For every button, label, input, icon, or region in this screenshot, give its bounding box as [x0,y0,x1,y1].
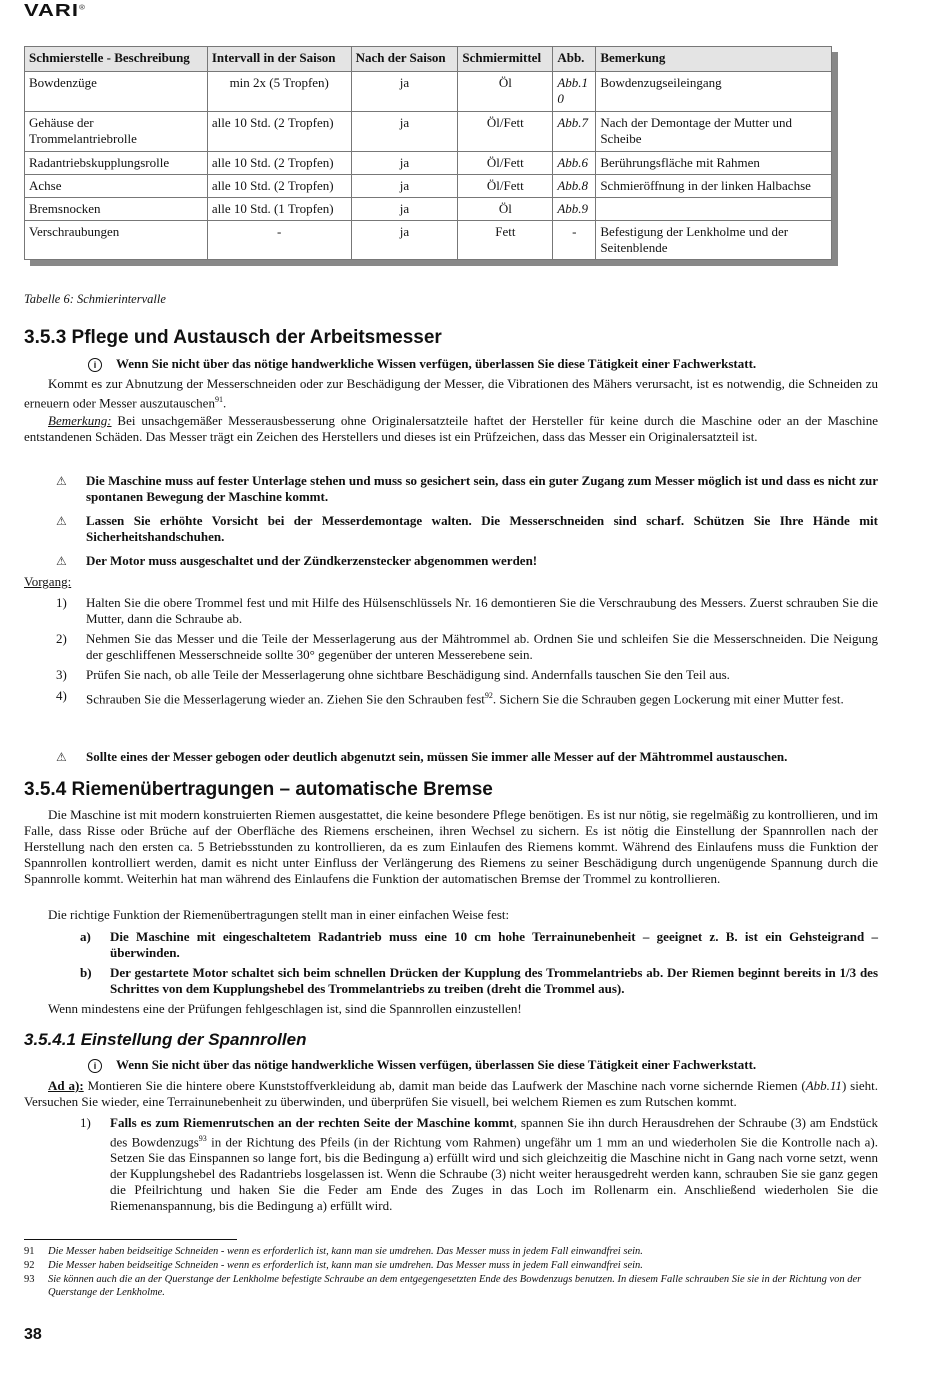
check-item [80,929,878,961]
lubrication-table-wrap [24,46,832,260]
item-label: b) [80,965,92,980]
warning-text: Sollte eines der Messer gebogen oder deutlich abgenutzt sein, müssen Sie immer alle Messer auf der Mähtrommel austauschen. [86,749,788,764]
table-cell: Abb.9 [553,198,596,221]
step-text-part: . Sichern Sie die Schrauben gegen Lockerung mit einer Mutter fest. [492,691,844,707]
paragraph: Die richtige Funktion der Riemenübertragungen stellt man in einer einfachen Weise fest: [48,907,510,922]
table-cell: ja [351,198,458,221]
step-number: 4) [56,688,67,703]
procedure-label: Vorgang: [24,574,72,589]
section-heading-3-5-3: 3.5.3 Pflege und Austausch der Arbeitsmesser [24,327,442,348]
col-header: Schmiermittel [458,47,553,72]
item-text: Die Maschine mit eingeschaltetem Radantrieb muss eine 10 cm hohe Terrainunebenheit – geeignet z. B. ist ein Gehsteigrand – überwinden. [110,929,878,960]
item-label: a) [80,929,91,944]
table-cell: - [207,221,351,260]
table-cell: Öl [458,72,553,112]
table-cell: Nach der Demontage der Mutter und Scheibe [596,112,832,152]
footnote-number: 91 [24,1246,35,1257]
remark-label: Bemerkung: [48,413,112,428]
footnote [24,1259,878,1272]
paragraph: Wenn mindestens eine der Prüfungen fehlgeschlagen ist, sind die Spannrollen einzustellen! [48,1001,522,1016]
table-row [25,152,832,175]
table-cell: Befestigung der Lenkholme und der Seitenblende [596,221,832,260]
warning-note [56,473,878,505]
table-cell: Abb.6 [553,152,596,175]
table-header-row [25,47,832,72]
section-heading-3-5-4-1: 3.5.4.1 Einstellung der Spannrollen [24,1030,307,1049]
footnote-ref: 92 [484,691,493,700]
footnote-divider [24,1239,237,1240]
table-cell: Berührungsfläche mit Rahmen [596,152,832,175]
table-cell: ja [351,112,458,152]
warning-icon: ⚠ [56,514,67,528]
remark-text: Bei unsachgemäßer Messerausbesserung ohne Originalersatzteile haftet der Hersteller für keine durch die Maschine oder an der Maschine entstandenen Schäden. Das Messer trägt ein Zeichen des Herstellers und dieses ist ein Prüfzeichen, dass das Messer ein Originalersatzteil ist. [24,413,878,444]
warning-icon: ⚠ [56,474,67,488]
table-cell: Gehäuse der Trommelantriebrolle [25,112,208,152]
table-cell: Öl/Fett [458,175,553,198]
table-cell [596,198,832,221]
warning-note [56,553,878,569]
warning-text: Der Motor muss ausgeschaltet und der Zündkerzenstecker abgenommen werden! [86,553,538,568]
step-text: Halten Sie die obere Trommel fest und mit Hilfe des Hülsenschlüssels Nr. 16 demontieren Sie die Verschraubung des Messers. Zuerst schrauben Sie die Mutter, dann die Schraube ab. [86,595,878,626]
item-text: Der gestartete Motor schaltet sich beim schnellen Drücken der Kupplung des Trommelantriebs ab. Der Riemen beginnt bereits in 1/3 des Schrittes von dem Kupplungshebel des Trommelantriebs zu treiben (dreht die Trommel aus). [110,965,878,996]
paragraph: Kommt es zur Abnutzung der Messerschneiden oder zur Beschädigung der Messer, die Vibrationen des Mähers verursacht, ist es notwendig, die Schneiden zu erneuern oder Messer auszutauschen$^{91}$. [24,376,878,411]
figure-ref: Abb.11 [805,1078,842,1093]
table-cell: Achse [25,175,208,198]
info-icon: i [88,1059,102,1073]
procedure-step [56,667,878,683]
footnote-number: 92 [24,1260,35,1271]
procedure-step [56,688,878,707]
footnote-ref: 93 [198,1134,207,1143]
table-cell: alle 10 Std. (2 Tropfen) [207,112,351,152]
table-cell: Fett [458,221,553,260]
table-cell: alle 10 Std. (1 Tropfen) [207,198,351,221]
table-cell: Bowdenzugseileingang [596,72,832,112]
table-cell: Radantriebskupplungsrolle [25,152,208,175]
warning-text: Lassen Sie erhöhte Vorsicht bei der Messerdemontage walten. Die Messerschneiden sind scharf. Schützen Sie Ihre Hände mit Sicherheitshandschuhen. [86,513,878,544]
info-note-text: Wenn Sie nicht über das nötige handwerkliche Wissen verfügen, überlassen Sie diese Tätigkeit einer Fachwerkstatt. [116,1057,757,1072]
info-note [88,356,756,372]
paragraph: Die Maschine ist mit modern konstruierten Riemen ausgestattet, die keine besondere Pflege benötigen. Es ist nur nötig, sie regelmäßig zu kontrollieren, und im Falle, dass Risse oder Brüche auf der Oberfläche des Riemens erscheinen, ihren Wechsel zu sichern. Es ist nötig die Einstellung der Spannrollen nach der Herstellung nach den ersten ca. 5 Betriebsstunden zu kontrollieren, da es zum Einlaufen des Riemens kommt. Während des Einlaufens muss die Funktion der Spannrollen kontrolliert werden, damit es nicht unter Einfluss der Verlängerung des Riemens zu seiner Beschädigung durch ungenügende Spannung durch die Spannrolle kommt. Weiterhin hat man während des Einlaufens die Funktion der automatischen Bremse der Trommel zu kontrollieren. [24,807,878,886]
step-number: 1) [80,1115,91,1130]
page-number: 38 [24,1326,42,1343]
procedure-step [80,1115,878,1214]
warning-note [56,749,878,765]
col-header: Schmierstelle - Beschreibung [25,47,208,72]
info-icon: i [88,358,102,372]
paragraph-text: Montieren Sie die hintere obere Kunststoffverkleidung ab, damit man beide das Laufwerk der Maschine nach vorne sichernde Riemen ( [83,1078,806,1093]
table-cell: alle 10 Std. (2 Tropfen) [207,175,351,198]
table-cell: alle 10 Std. (2 Tropfen) [207,152,351,175]
step-text-part: Schrauben Sie die Messerlagerung wieder an. Ziehen Sie den Schrauben fest [86,691,485,707]
step-text-bold: Falls es zum Riemenrutschen an der rechten Seite der Maschine kommt [110,1115,514,1130]
paragraph-text: Kommt es zur Abnutzung der Messerschneiden oder zur Beschädigung der Messer, die Vibrationen des Mähers verursacht, ist es notwendig, die Schneiden zu erneuern oder Messer auszutauschen [24,376,878,411]
table-cell: Schmieröffnung in der linken Halbachse [596,175,832,198]
table-cell: ja [351,72,458,112]
footnote [24,1245,878,1258]
table-row [25,221,832,260]
col-header: Bemerkung [596,47,832,72]
footnote-text: Sie können auch die an der Querstange der Lenkholme befestigte Schraube an dem entgegengesetzten Ende des Bowdenzugs benutzen. In diesem Falle schrauben Sie sie in der Richtung von der Querstange der Lenkholme. [48,1274,862,1298]
col-header: Intervall in der Saison [207,47,351,72]
paragraph [24,1078,878,1110]
table-cell: Abb.8 [553,175,596,198]
info-note [88,1057,756,1073]
col-header: Abb. [553,47,596,72]
table-cell: Öl [458,198,553,221]
table-row [25,198,832,221]
paragraph-remark [24,413,878,445]
table-cell: ja [351,152,458,175]
footnote [24,1273,878,1299]
procedure-step [56,631,878,663]
warning-icon: ⚠ [56,750,67,764]
footnote-number: 93 [24,1274,35,1285]
procedure-step [56,595,878,627]
table-row [25,72,832,112]
section-heading-3-5-4: 3.5.4 Riemenübertragungen – automatische Bremse [24,779,493,800]
info-note-text: Wenn Sie nicht über das nötige handwerkliche Wissen verfügen, überlassen Sie diese Tätigkeit einer Fachwerkstatt. [116,356,757,371]
table-cell: Abb.7 [553,112,596,152]
lubrication-table [24,46,832,260]
paragraph-text: ) sieht. Versuchen Sie wieder, eine Terrainunebenheit zu überwinden, und überprüfen Sie visuell, bei welchem Riemen es zum Rutschen kommt. [24,1078,878,1109]
table-cell: Öl/Fett [458,112,553,152]
step-number: 3) [56,667,67,682]
footnote-text: Die Messer haben beidseitige Schneiden - wenn es erforderlich ist, kann man sie umdrehen. Das Messer muss in jedem Fall einwandfrei sein. [48,1246,643,1257]
step-text-part: , spannen Sie ihn durch Herausdrehen der Schraube (3) am Endstück des Bowdenzugs [110,1115,878,1150]
step-number: 1) [56,595,67,610]
step-text: Prüfen Sie nach, ob alle Teile der Messerlagerung ohne sichtbare Beschädigung sind. Andernfalls tauschen Sie den Teil aus. [86,667,730,682]
table-cell: min 2x (5 Tropfen) [207,72,351,112]
warning-note [56,513,878,545]
step-text [86,688,878,707]
table-cell: ja [351,175,458,198]
table-row [25,175,832,198]
col-header: Nach der Saison [351,47,458,72]
footnote-text: Die Messer haben beidseitige Schneiden - wenn es erforderlich ist, kann man sie umdrehen. Das Messer muss in jedem Fall einwandfrei sein. [48,1260,643,1271]
table-cell: Bowdenzüge [25,72,208,112]
table-cell: - [553,221,596,260]
step-text-part: in der Richtung des Pfeils (in der Richtung vom Rahmen) ungefähr um 1 mm an und wiederholen Sie die Kontrolle nach a). Setzen Sie das Einspannen so lange fort, bis die Bedingung a) erfüllt wird und sich gleichzeitig die Maschine nicht in Gang nach vorne setzt, wenn der Kupplungshebel des Radantriebs losgelassen ist. Wenn die Schraube (3) nicht weiter herausgedreht werden kann, schrauben Sie sie ganz gegen die Pfeilrichtung und haken Sie die Feder am Ende des Zuges in das Loch im Rollenarm ein. Anschließend wiederholen Sie die Riemenanspannung, bis die Bedingung a) erfüllt wird. [110,1134,878,1214]
table-cell: ja [351,221,458,260]
check-item [80,965,878,997]
table-caption: Tabelle 6: Schmierintervalle [24,292,166,306]
step-text: Nehmen Sie das Messer und die Teile der Messerlagerung aus der Mähtrommel ab. Ordnen Sie und schleifen Sie die Messerschneiden. Die Neigung der geschliffenen Messerschneide sollte 30° gegenüber der unteren Messerebene sein. [86,631,878,662]
table-cell: Verschraubungen [25,221,208,260]
table-cell: Abb.10 [553,72,596,112]
table-row [25,112,832,152]
ada-label: Ad a): [48,1078,84,1093]
step-number: 2) [56,631,67,646]
table-cell: Bremsnocken [25,198,208,221]
step-text [110,1115,878,1214]
footnote-ref: 91 [214,395,223,404]
table-cell: Öl/Fett [458,152,553,175]
warning-icon: ⚠ [56,554,67,568]
warning-text: Die Maschine muss auf fester Unterlage stehen und muss so gesichert sein, dass ein guter Zugang zum Messer möglich ist und dass es nicht zur spontanen Bewegung der Maschine kommt. [86,473,878,504]
brand-logo: VARI® [24,0,86,20]
